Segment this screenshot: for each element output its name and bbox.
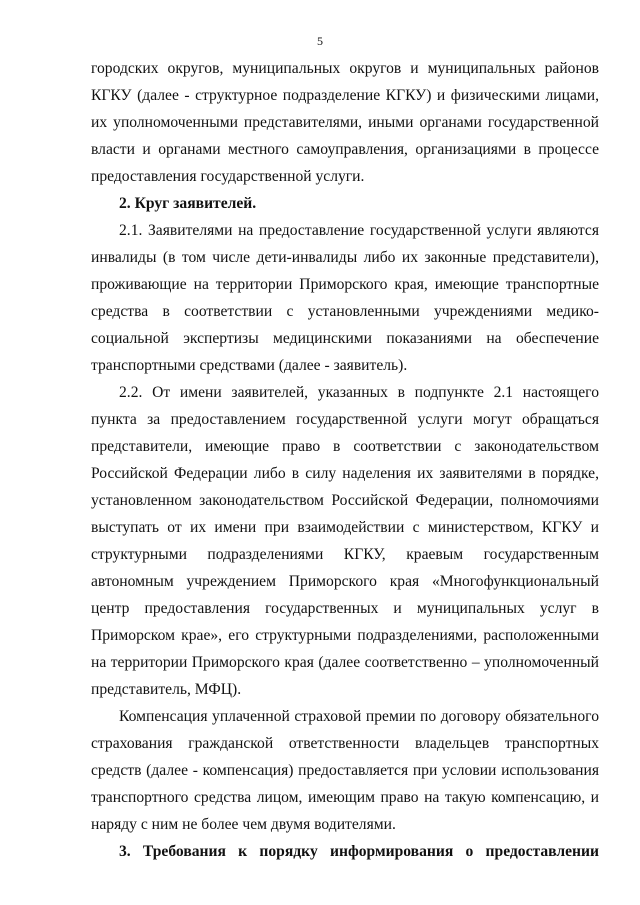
section-heading-3: 3. Требования к порядку информирования о предоставлении (119, 843, 599, 860)
section-heading-2: 2. Круг заявителей. (119, 195, 257, 212)
paragraph-compensation: Компенсация уплаченной страховой премии по договору обязательного страхования гражданской ответственности владельцев транспортных средств (далее - компенсация) предоставляется при условии использования транспортного средства лицом, имеющим право на такую компенсацию, и наряду с ним не более чем двумя водителями. (91, 708, 599, 833)
paragraph-intro: городских округов, муниципальных округов и муниципальных районов КГКУ (далее - структурное подразделение КГКУ) и физическими лицами, их уполномоченными представителями, иными органами государственной власти и органами местного самоуправления, организациями в процессе предоставления государственной услуги. (91, 60, 599, 185)
paragraph-2-1: 2.1. Заявителями на предоставление государственной услуги являются инвалиды (в том числе дети-инвалиды либо их законные представители), проживающие на территории Приморского края, имеющие транспортные средства в соответствии с установленными учреждениями медико-социальной экспертизы медицинскими показаниями на обеспечение транспортными средствами (далее - заявитель). (91, 222, 599, 374)
paragraph-2-2: 2.2. От имени заявителей, указанных в подпункте 2.1 настоящего пункта за предоставлением государственной услуги могут обращаться представители, имеющие право в соответствии с законодательством Российской Федерации либо в силу наделения их заявителями в порядке, установленном законодательством Российской Федерации, полномочиями выступать от их имени при взаимодействии с министерством, КГКУ и структурными подразделениями КГКУ, краевым государственным автономным учреждением Приморского края «Многофункциональный центр предоставления государственных и муниципальных услуг в Приморском крае», его структурными подразделениями, расположенными на территории Приморского края (далее соответственно – уполномоченный представитель, МФЦ). (91, 384, 599, 698)
document-body (91, 55, 599, 865)
page-number: 5 (317, 34, 323, 48)
